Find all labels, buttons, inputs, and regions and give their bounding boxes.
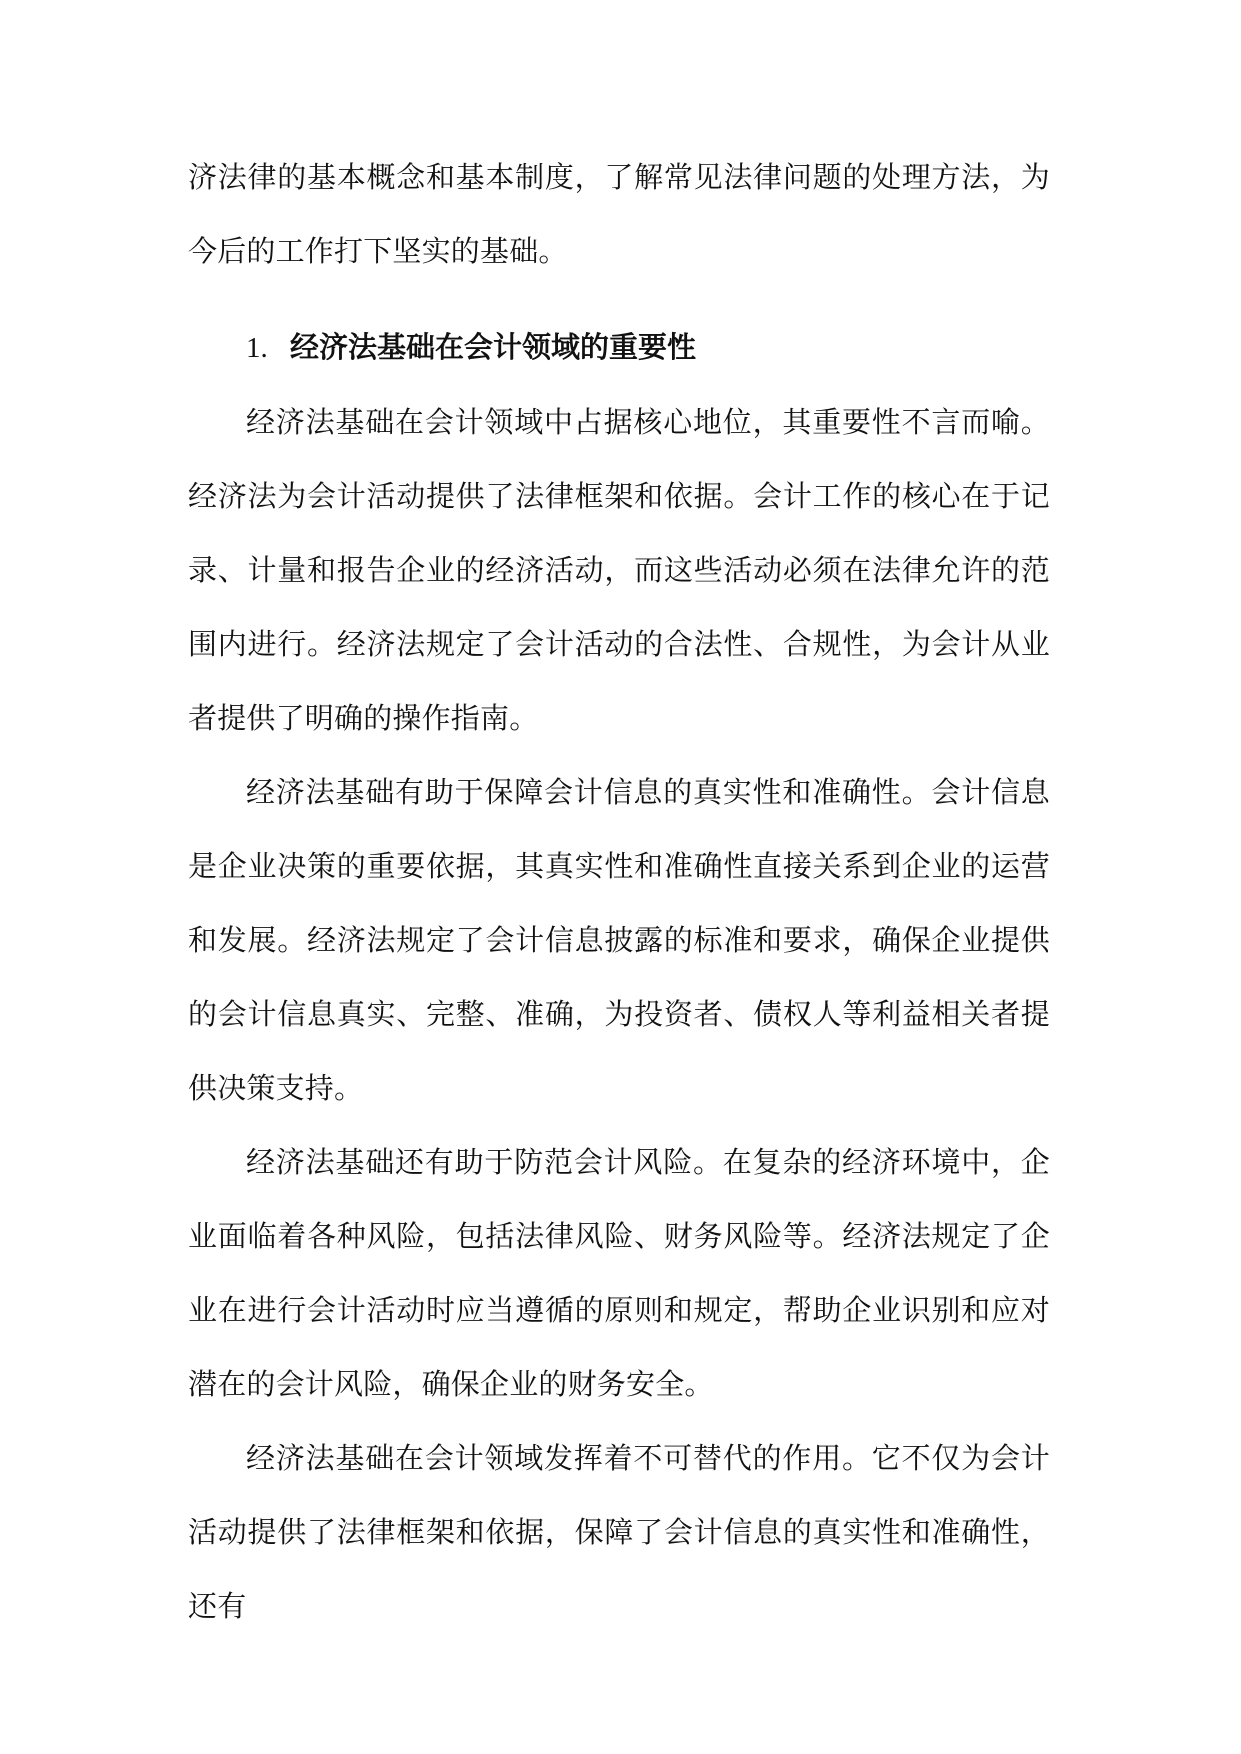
section-spacer (188, 288, 1050, 310)
body-paragraph: 经济法基础在会计领域发挥着不可替代的作用。它不仅为会计活动提供了法律框架和依据，保障了会计信息的真实性和准确性，还有 (188, 1441, 1050, 1623)
section-number: 1. (246, 332, 268, 364)
section-title: 经济法基础在会计领域的重要性 (290, 330, 697, 364)
body-paragraph: 经济法基础在会计领域中占据核心地位，其重要性不言而喻。经济法为会计活动提供了法律框架和依据。会计工作的核心在于记录、计量和报告企业的经济活动，而这些活动必须在法律允许的范围内进行。经济法规定了会计活动的合法性、合规性，为会计从业者提供了明确的操作指南。 (188, 405, 1050, 735)
page-body (188, 140, 1050, 1643)
body-paragraph: 经济法基础还有助于防范会计风险。在复杂的经济环境中，企业面临着各种风险，包括法律风险、财务风险等。经济法规定了企业在进行会计活动时应当遵循的原则和规定，帮助企业识别和应对潜在的会计风险，确保企业的财务安全。 (188, 1145, 1050, 1401)
intro-paragraph: 济法律的基本概念和基本制度，了解常见法律问题的处理方法，为今后的工作打下坚实的基础。 (188, 160, 1050, 268)
section-heading (188, 310, 1050, 385)
body-paragraph: 经济法基础有助于保障会计信息的真实性和准确性。会计信息是企业决策的重要依据，其真实性和准确性直接关系到企业的运营和发展。经济法规定了会计信息披露的标准和要求，确保企业提供的会计信息真实、完整、准确，为投资者、债权人等利益相关者提供决策支持。 (188, 775, 1050, 1105)
